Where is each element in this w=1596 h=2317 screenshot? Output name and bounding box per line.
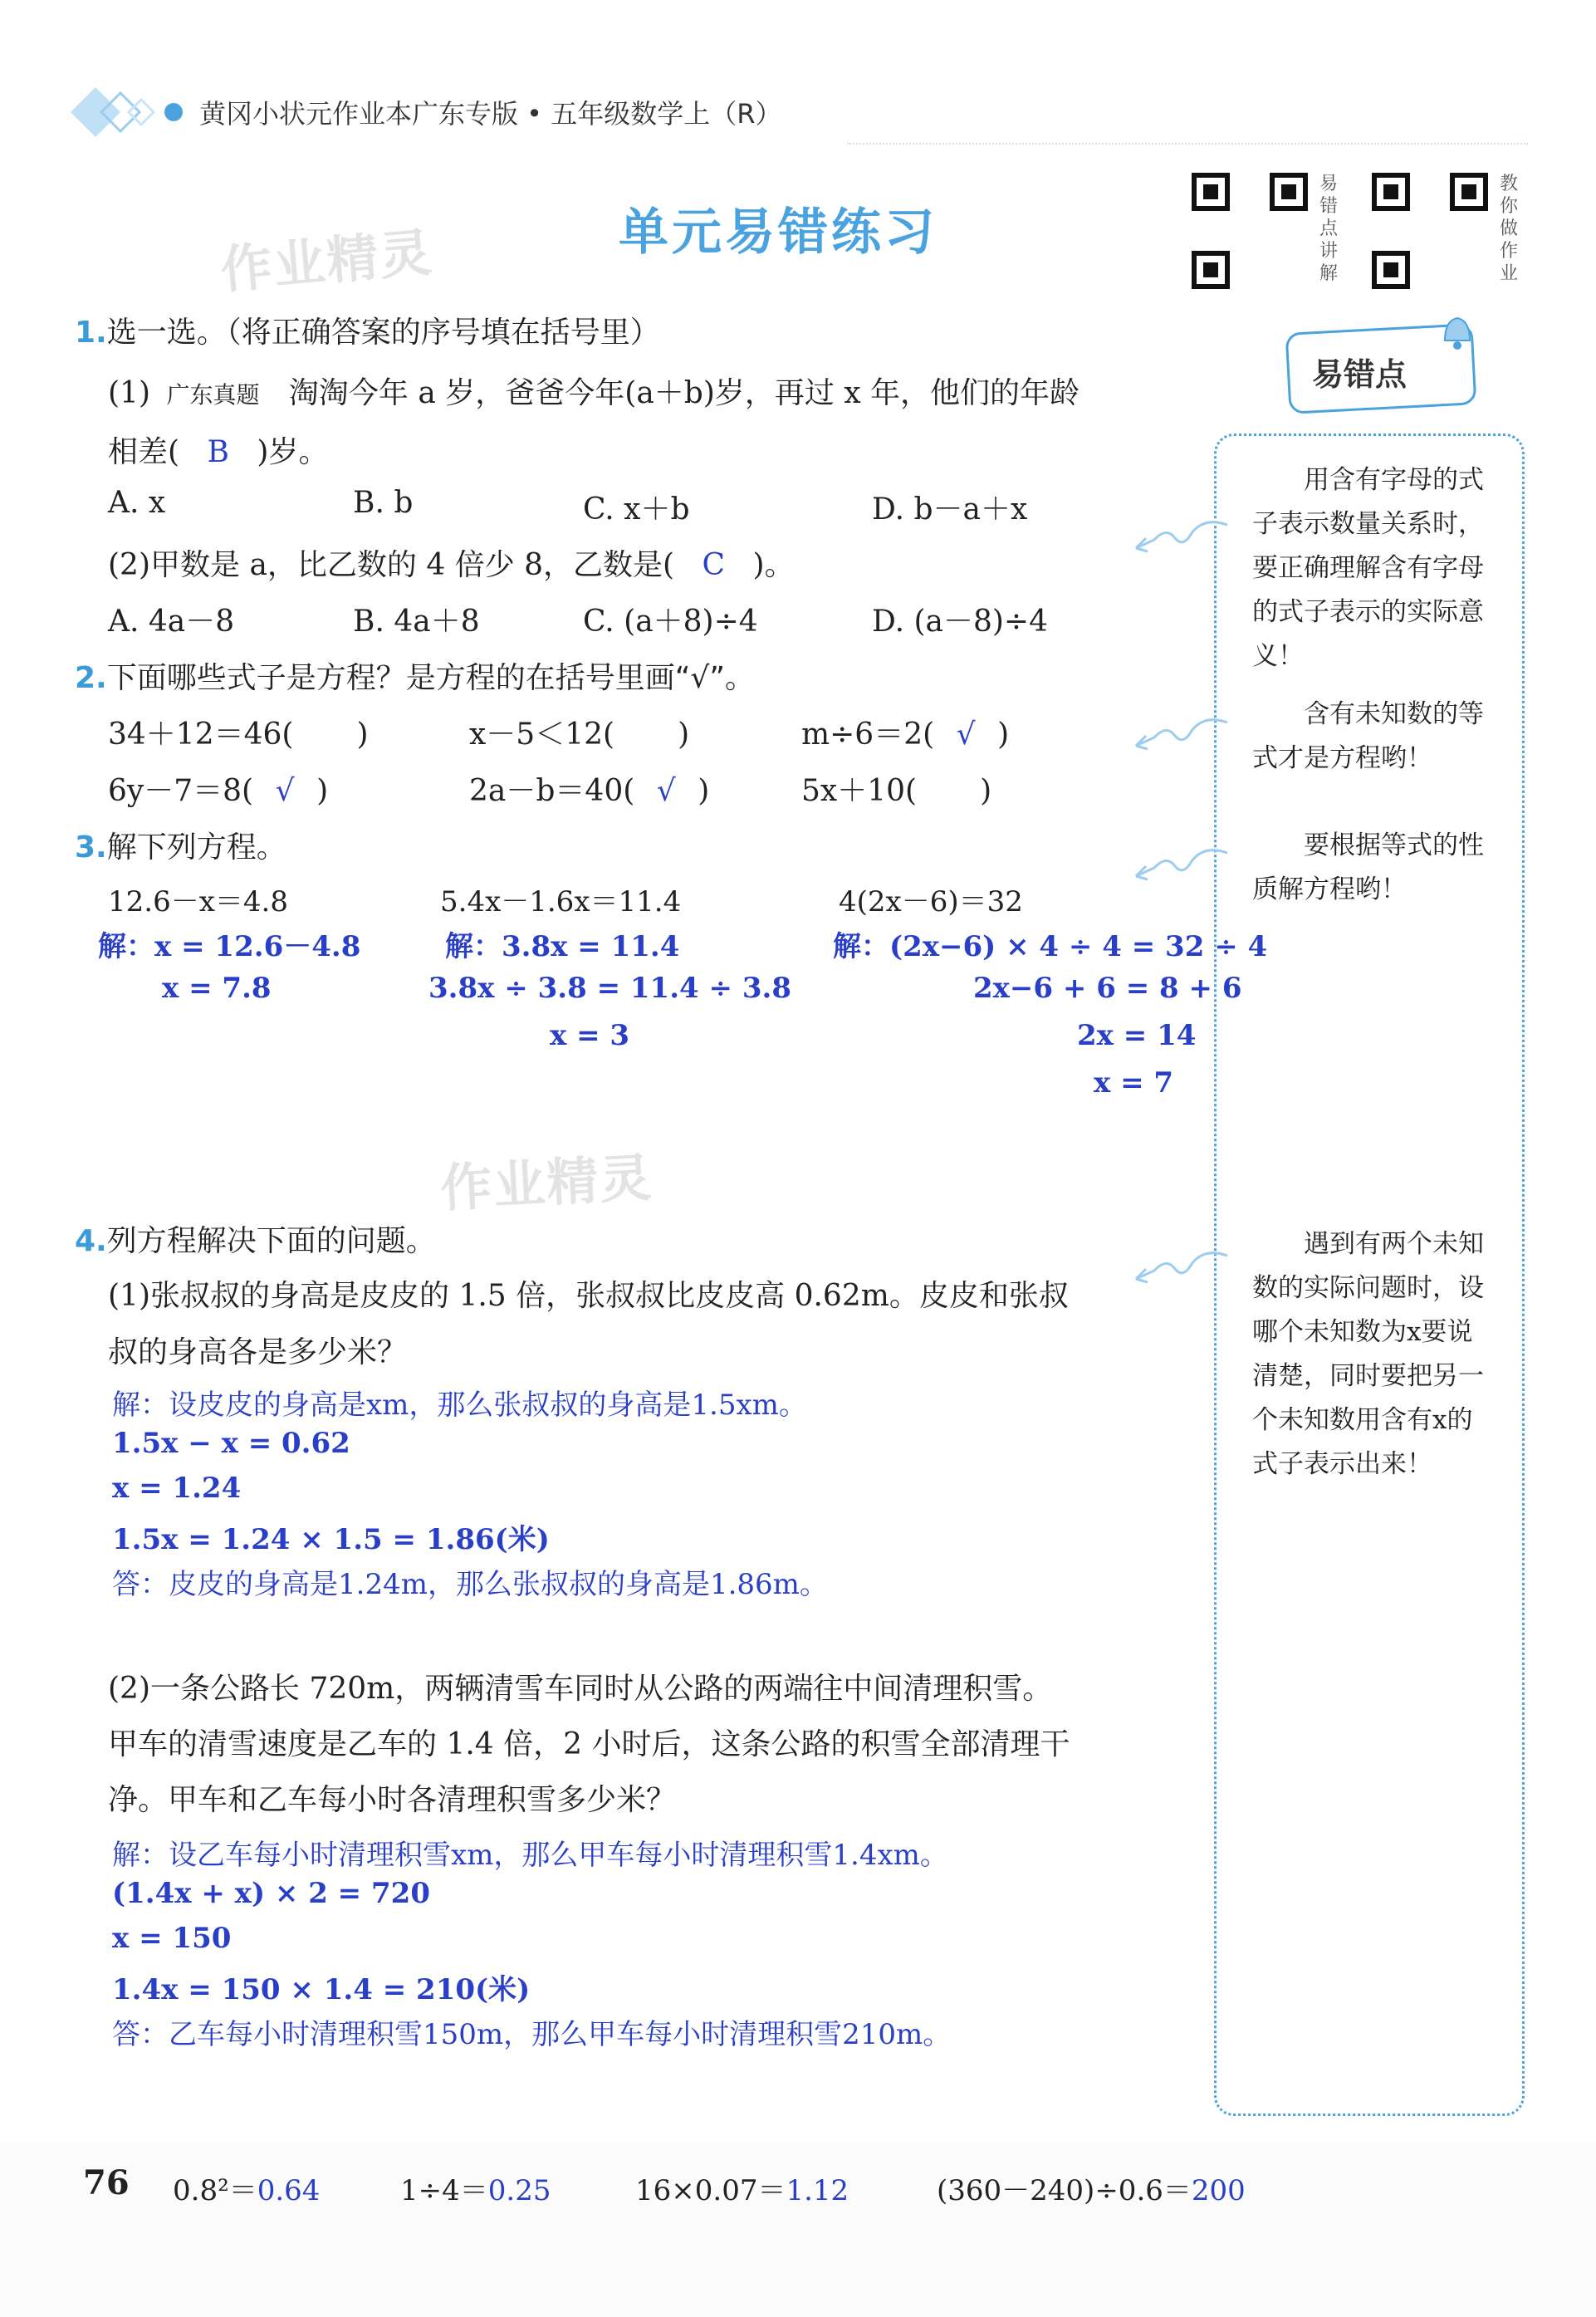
q2-expr: m÷6＝2( (801, 718, 935, 752)
sidebar-note: 用含有字母的式子表示数量关系时，要正确理解含有字母的式子表示的实际意义！ (1252, 465, 1484, 671)
q4-p2-sol: 答：乙车每小时清理积雪150m，那么甲车每小时清理积雪210m。 (112, 2018, 952, 2051)
q4-p1-sol: 1.5x − x = 0.62 (112, 1427, 350, 1460)
sidebar-note: 遇到有两个未知数的实际问题时，设哪个未知数为x要说清楚，同时要把另一个未知数用含有x的式子表示出来！ (1252, 1229, 1484, 1479)
q4-p1-line: 叔的身高各是多少米？ (108, 1335, 408, 1369)
footer-item (400, 2168, 551, 2208)
q1-p1-label: (1) (108, 376, 150, 410)
q1-p2-option: A. 4a－8 (108, 605, 235, 639)
qr-right-label: 教你做作业 (1499, 174, 1518, 284)
q1-p2-text-b: )。 (752, 548, 795, 582)
q2-expr: 6y－7＝8( (108, 774, 254, 808)
q2-mark: √ (656, 774, 676, 808)
q1-p2-answer: C (702, 548, 726, 582)
q1-p2-line (108, 541, 795, 584)
q2-item (801, 711, 1009, 753)
q1-p1-option: A. x (108, 486, 166, 520)
q2-close: ) (678, 718, 690, 752)
footer-expr: 16×0.07＝ (635, 2174, 786, 2207)
q1-p1-answer: B (207, 435, 229, 469)
q3-sol2-line: 3.8x ÷ 3.8 = 11.4 ÷ 3.8 (428, 972, 792, 1005)
q4-title (75, 1217, 436, 1260)
q2-item (108, 711, 369, 753)
footer-answer: 0.64 (257, 2174, 321, 2207)
q3-equation: 4(2x－6)＝32 (839, 885, 1023, 918)
q3-equation: 5.4x－1.6x＝11.4 (440, 885, 682, 918)
q4-p1-sol: 解：设皮皮的身高是xm，那么张叔叔的身高是1.5xm。 (112, 1389, 807, 1422)
q2-close: ) (698, 774, 710, 808)
q3-title-text: 解下列方程。 (106, 830, 286, 865)
q3-equation: 12.6－x＝4.8 (108, 885, 288, 918)
q2-item (108, 767, 328, 810)
q3-sol1-line: 解：x = 12.6－4.8 (98, 930, 361, 963)
q2-expr: 2a－b＝40( (469, 774, 635, 808)
q2-title-text: 下面哪些式子是方程？是方程的在括号里画“√”。 (106, 661, 755, 695)
watermark: 作业精灵 (218, 221, 436, 301)
footer-answer: 0.25 (487, 2174, 551, 2207)
q4-p1-sol: 答：皮皮的身高是1.24m，那么张叔叔的身高是1.86m。 (112, 1568, 828, 1601)
q1-p2-option: D. (a－8)÷4 (872, 605, 1048, 639)
footer-item (937, 2168, 1246, 2208)
q2-mark: √ (956, 718, 976, 752)
q1-p1-text: 淘淘今年 a 岁，爸爸今年(a＋b)岁，再过 x 年，他们的年龄 (288, 376, 1080, 410)
footer-item (173, 2168, 320, 2208)
q4-p1-line: (1)张叔叔的身高是皮皮的 1.5 倍，张叔叔比皮皮高 0.62m。皮皮和张叔 (108, 1279, 1069, 1313)
q1-p1-source: 广东真题 (166, 381, 260, 409)
q3-title (75, 824, 286, 866)
q2-close: ) (980, 774, 992, 808)
q2-number: 2. (75, 661, 107, 695)
q4-p2-line: (2)一条公路长 720m，两辆清雪车同时从公路的两端往中间清理积雪。 (108, 1672, 1053, 1706)
q4-p2-line: 净。甲车和乙车每小时各清理积雪多少米？ (108, 1783, 677, 1817)
q4-p1-sol: x = 1.24 (112, 1472, 242, 1505)
curl-arrow-icon (1129, 843, 1229, 884)
q2-item (469, 767, 709, 810)
q1-p1-text2b: )岁。 (257, 435, 329, 469)
q2-mark: √ (275, 774, 295, 808)
q1-p1-text2a: 相差( (108, 435, 180, 469)
q3-sol3-line: 2x = 14 (1077, 1019, 1197, 1052)
q1-p1-option: D. b－a＋x (872, 492, 1028, 527)
curl-arrow-icon (1129, 515, 1229, 556)
q3-sol3-line: 2x−6 + 6 = 8 + 6 (973, 972, 1242, 1005)
q2-expr: x－5＜12( (469, 718, 615, 752)
footer-expr: 1÷4＝ (400, 2174, 488, 2207)
q1-p2-option: C. (a＋8)÷4 (583, 605, 758, 639)
footer-expr: 0.8²＝ (173, 2174, 257, 2207)
q3-sol3-line: 解：(2x−6) × 4 ÷ 4 = 32 ÷ 4 (833, 930, 1268, 963)
q2-expr: 34＋12＝46( (108, 718, 294, 752)
q4-p2-line: 甲车的清雪速度是乙车的 1.4 倍，2 小时后，这条公路的积雪全部清理干 (108, 1727, 1070, 1761)
q1-title-text: 选一选。（将正确答案的序号填在括号里） (106, 316, 660, 350)
q1-p1-line2 (108, 429, 328, 471)
bell-icon (1432, 306, 1482, 355)
q2-title (75, 654, 755, 697)
page-title: 单元易错练习 (619, 203, 938, 262)
watermark: 作业精灵 (438, 1147, 655, 1219)
q2-close: ) (356, 718, 369, 752)
page-number: 76 (83, 2163, 130, 2202)
header-dot-icon (164, 103, 183, 121)
q2-expr: 5x＋10( (801, 774, 918, 808)
curl-arrow-icon (1129, 1246, 1229, 1287)
q4-p1-sol: 1.5x = 1.24 × 1.5 = 1.86(米) (112, 1523, 550, 1556)
q4-number: 4. (75, 1224, 107, 1258)
q1-number: 1. (75, 316, 107, 350)
q4-p2-sol: 1.4x = 150 × 1.4 = 210(米) (112, 1973, 531, 2006)
q1-p1-option: B. b (353, 486, 414, 520)
q1-p1-option: C. x＋b (583, 492, 690, 527)
q4-p2-sol: 解：设乙车每小时清理积雪xm，那么甲车每小时清理积雪1.4xm。 (112, 1839, 948, 1872)
q1-title (75, 309, 660, 351)
q2-close: ) (997, 718, 1010, 752)
q1-p1-line1 (108, 370, 1080, 412)
qr-code-left[interactable] (1192, 173, 1308, 289)
q1-p2-text-a: (2)甲数是 a，比乙数的 4 倍少 8，乙数是( (108, 548, 675, 582)
q3-number: 3. (75, 830, 107, 865)
sidebar-note: 要根据等式的性质解方程哟！ (1252, 830, 1484, 904)
qr-code-right[interactable] (1372, 173, 1488, 289)
qr-left-label: 易错点讲解 (1319, 174, 1338, 284)
footer-answer: 1.12 (786, 2174, 849, 2207)
footer-answer: 200 (1191, 2174, 1246, 2207)
q3-sol2-line: 解：3.8x = 11.4 (445, 930, 680, 963)
q3-sol3-line: x = 7 (1094, 1066, 1174, 1100)
q4-p2-sol: x = 150 (112, 1922, 232, 1955)
curl-arrow-icon (1129, 713, 1229, 754)
footer-item (635, 2168, 849, 2208)
q1-p2-option: B. 4a＋8 (353, 605, 480, 639)
sidebar-note: 含有未知数的等式才是方程哟！ (1252, 699, 1484, 773)
q3-sol2-line: x = 3 (550, 1019, 630, 1052)
q2-item (469, 711, 689, 753)
header-dotted-line (847, 143, 1528, 145)
header-diamond-icon (66, 83, 174, 141)
error-tag-label: 易错点 (1312, 356, 1408, 393)
q4-p2-sol: (1.4x + x) × 2 = 720 (112, 1877, 430, 1910)
q2-item (801, 767, 991, 810)
q2-close: ) (316, 774, 329, 808)
q3-sol1-line: x = 7.8 (162, 972, 272, 1005)
footer-expr: (360－240)÷0.6＝ (937, 2174, 1192, 2207)
q4-title-text: 列方程解决下面的问题。 (106, 1224, 436, 1258)
header-text: 黄冈小状元作业本广东专版 • 五年级数学上（R） (199, 98, 782, 130)
